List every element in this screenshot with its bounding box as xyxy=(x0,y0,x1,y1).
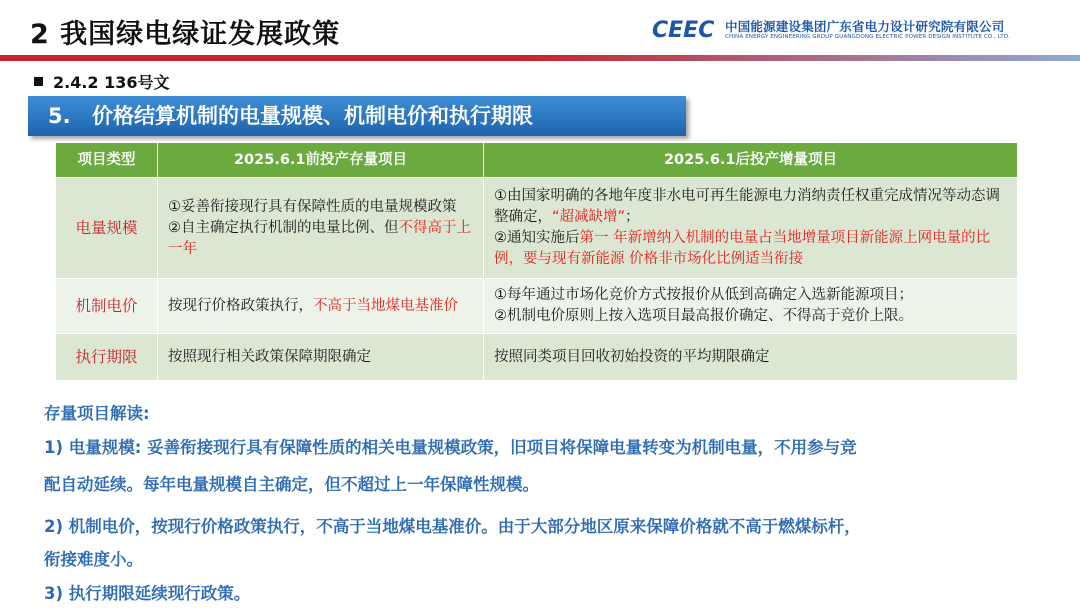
cell-new: ①由国家明确的各地年度非水电可再生能源电力消纳责任权重完成情况等动态调整确定，“超减缺增”； ②通知实施后第一 年新增纳入机制的电量占当地增量项目新能源上网电量的比例，要与现有新能源 价格非市场化比例适当衔接 xyxy=(484,178,1018,279)
header-existing: 2025.6.1前投产存量项目 xyxy=(158,143,484,178)
interpretation-line: 2) 机制电价，按现行价格政策执行，不高于当地煤电基准价。由于大部分地区原来保障价格就不高于燃煤标杆， xyxy=(44,517,861,536)
banner-text: 价格结算机制的电量规模、机制电价和执行期限 xyxy=(92,104,533,128)
header-new: 2025.6.1后投产增量项目 xyxy=(484,143,1018,178)
table-row xyxy=(56,178,1018,279)
table-row xyxy=(56,279,1018,334)
policy-table xyxy=(55,142,1018,381)
interpretation-line: 3) 执行期限延续现行政策。 xyxy=(44,584,251,603)
interpretation-line: 配自动延续。每年电量规模自主确定，但不超过上一年保障性规模。 xyxy=(44,475,539,494)
page-title: 2 我国绿电绿证发展政策 xyxy=(30,19,341,50)
cell-new: ①每年通过市场化竞价方式按报价从低到高确定入选新能源项目； ②机制电价原则上按入选项目最高报价确定、不得高于竞价上限。 xyxy=(484,279,1018,334)
table-header-row xyxy=(56,143,1018,178)
section-label: 2.4.2 136号文 xyxy=(53,73,170,92)
topic-banner xyxy=(28,96,686,136)
header-divider xyxy=(0,55,1080,61)
section-heading xyxy=(34,70,170,93)
cell-existing: 按现行价格政策执行，不高于当地煤电基准价 xyxy=(158,279,484,334)
table-row xyxy=(56,334,1018,381)
banner-number: 5. xyxy=(48,104,71,128)
header-type: 项目类型 xyxy=(56,143,158,178)
logo-company-name-en: CHINA ENERGY ENGINEERING GROUP GUANGDONG ELECTRIC POWER DESIGN INSTITUTE CO., LTD. xyxy=(725,34,1011,40)
row-type: 执行期限 xyxy=(56,334,158,381)
cell-existing: 按照现行相关政策保障期限确定 xyxy=(158,334,484,381)
row-type: 电量规模 xyxy=(56,178,158,279)
row-type: 机制电价 xyxy=(56,279,158,334)
interpretation-title: 存量项目解读: xyxy=(44,404,150,423)
header xyxy=(0,0,1080,60)
bullet-square-icon xyxy=(34,77,43,86)
interpretation-line: 衔接难度小。 xyxy=(44,550,143,569)
cell-new: 按照同类项目回收初始投资的平均期限确定 xyxy=(484,334,1018,381)
company-logo xyxy=(652,17,1072,47)
logo-company-name-cn: 中国能源建设集团广东省电力设计研究院有限公司 xyxy=(725,19,1005,34)
logo-mark: CEEC xyxy=(652,18,715,43)
interpretation-line: 1) 电量规模: 妥善衔接现行具有保障性质的相关电量规模政策，旧项目将保障电量转变为机制电量，不用参与竞 xyxy=(44,438,857,457)
cell-existing: ①妥善衔接现行具有保障性质的电量规模政策 ②自主确定执行机制的电量比例、但不得高于上一年 xyxy=(158,178,484,279)
